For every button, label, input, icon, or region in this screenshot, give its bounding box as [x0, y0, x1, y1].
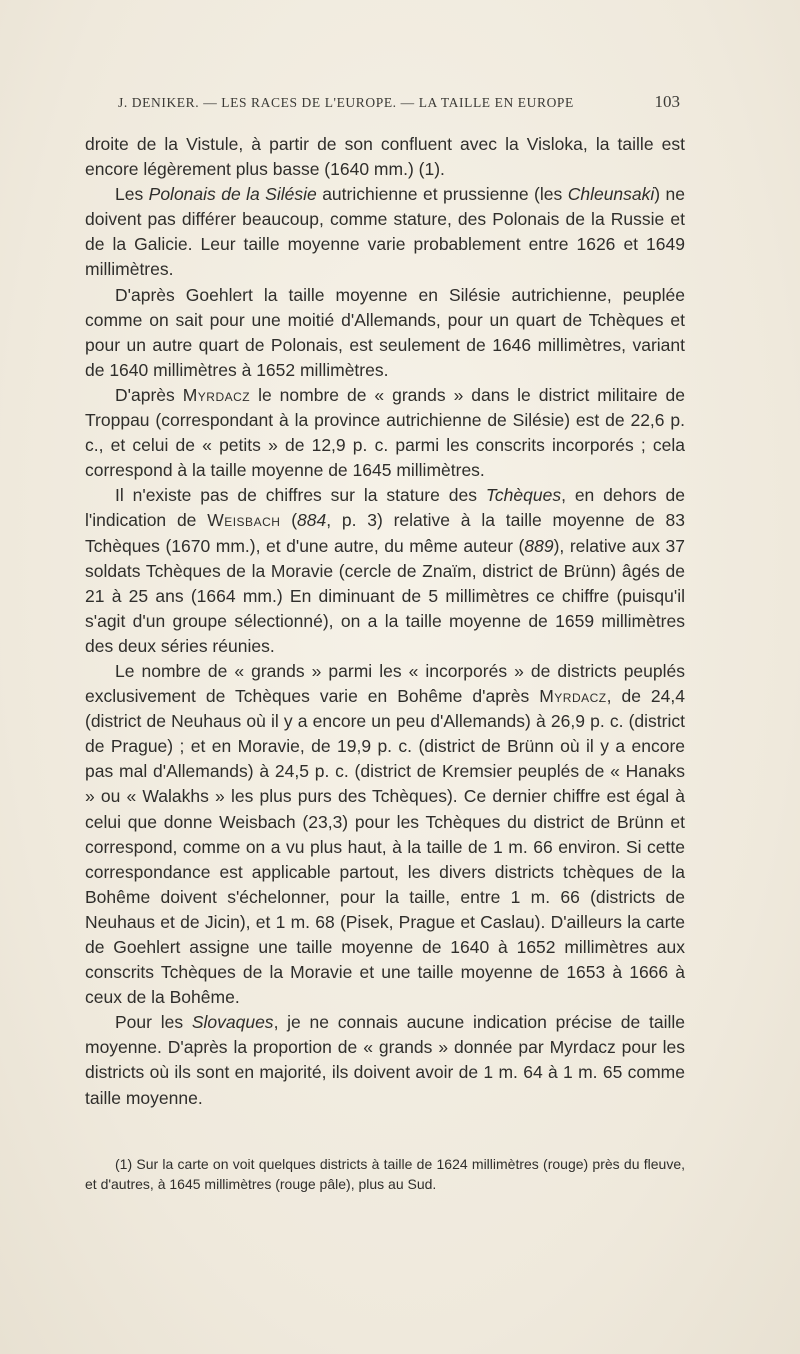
- body-text: [85, 132, 685, 1111]
- text-run: le nombre de « grands » dans le district militaire de Troppau (correspondant à la province autrichienne de Silésie) est de 22,6 p. c., et celui de « petits » de 12,9 p. c. parmi les conscrits incorporés ; cela correspond à la taille moyenne de 1645 millimètres.: [85, 384, 685, 481]
- text-run: Pour les: [115, 1012, 192, 1033]
- smallcaps-text: Myrdacz: [182, 384, 251, 405]
- paragraph: [85, 383, 685, 483]
- italic-text: 884: [297, 510, 327, 531]
- text-run: , en dehors de l'indication de: [85, 485, 686, 531]
- italic-text: Tchèques: [485, 485, 562, 506]
- text-run: D'après: [115, 384, 183, 405]
- italic-text: Chleunsaki: [567, 184, 655, 205]
- paragraph: [85, 1010, 685, 1110]
- italic-text: Polonais de la Silésie: [148, 184, 317, 205]
- italic-text: 889: [524, 535, 554, 556]
- text-run: Les: [115, 184, 149, 205]
- page-number: 103: [654, 92, 680, 111]
- text-run: autrichienne et prussienne (les: [316, 184, 568, 205]
- text-run: Il n'existe pas de chiffres sur la stature des: [115, 485, 486, 506]
- paragraph: [85, 483, 685, 659]
- paragraph: [85, 283, 685, 383]
- smallcaps-text: Weisbach: [207, 510, 281, 531]
- paragraph: [85, 659, 685, 1010]
- text-run: , p. 3) relative à la taille moyenne de 83 Tchèques (1670 mm.), et d'une autre, du même auteur (: [85, 510, 685, 556]
- running-title: J. DENIKER. — LES RACES DE L'EUROPE. — LA TAILLE EN EUROPE: [118, 95, 574, 110]
- italic-text: Slovaques: [191, 1012, 274, 1033]
- footnote: (1) Sur la carte on voit quelques districts à taille de 1624 millimètres (rouge) près du fleuve, et d'autres, à 1645 millimètres (rouge pâle), plus au Sud.: [85, 1156, 685, 1192]
- text-run: , je ne connais aucune indication précise de taille moyenne. D'après la proportion de « grands » donnée par Myrdacz pour les districts où ils sont en majorité, ils doivent avoir de 1 m. 64 à 1 m. 65 comme taille moyenne.: [85, 1012, 685, 1108]
- text-run: ) ne doivent pas différer beaucoup, comme stature, des Polonais de la Russie et de la Galicie. Leur taille moyenne varie probablement entre 1626 et 1649 millimètres.: [85, 184, 686, 280]
- footnotes: [85, 1154, 685, 1194]
- paragraph: [85, 132, 685, 182]
- text-run: ), relative aux 37 soldats Tchèques de la Moravie (cercle de Znaïm, district de Brünn) âgés de 21 à 25 ans (1664 mm.) En diminuant de 5 millimètres ce chiffre (puisqu'il s'agit d'un groupe sélectionné), on a la taille moyenne de 1659 millimètres des deux séries réunies.: [85, 535, 685, 656]
- text-run: Le nombre de « grands » parmi les « incorporés » de districts peuplés exclusivement de Tchèques varie en Bohême d'après: [85, 660, 685, 707]
- text-run: (: [280, 510, 298, 531]
- paragraph: [85, 182, 685, 282]
- text-run: D'après Goehlert la taille moyenne en Silésie autrichienne, peuplée comme on sait pour une moitié d'Allemands, pour un quart de Tchèques et pour un autre quart de Polonais, est seulement de 1646 millimètres, variant de 1640 millimètres à 1652 millimètres.: [85, 284, 685, 380]
- smallcaps-text: Myrdacz: [539, 686, 607, 707]
- text-run: , de 24,4 (district de Neuhaus où il y a encore un peu d'Allemands) à 26,9 p. c. (district de Prague) ; et en Moravie, de 19,9 p. c. (district de Brünn où il y a encore pas mal d'Allemands) à 24,5 p. c. (district de Kremsier peuplés de « Hanaks » ou « Walakhs » les plus purs des Tchèques). Ce dernier chiffre est égal à celui que donne Weisbach (23,3) pour les Tchèques du district de Brünn et correspond, comme on a vu plus haut, à la taille de 1 m. 66 environ. Si cette correspondance est applicable partout, les divers districts tchèques de la Bohême doivent s'échelonner, pour la taille, entre 1 m. 66 (districts de Neuhaus et de Jicin), et 1 m. 68 (Pisek, Prague et Caslau). D'ailleurs la carte de Goehlert assigne une taille moyenne de 1640 à 1652 millimètres aux conscrits Tchèques de la Moravie et une taille moyenne de 1653 à 1666 à ceux de la Bohême.: [85, 686, 685, 1008]
- text-run: droite de la Vistule, à partir de son confluent avec la Visloka, la taille est encore légèrement plus basse (1640 mm.) (1).: [85, 134, 685, 180]
